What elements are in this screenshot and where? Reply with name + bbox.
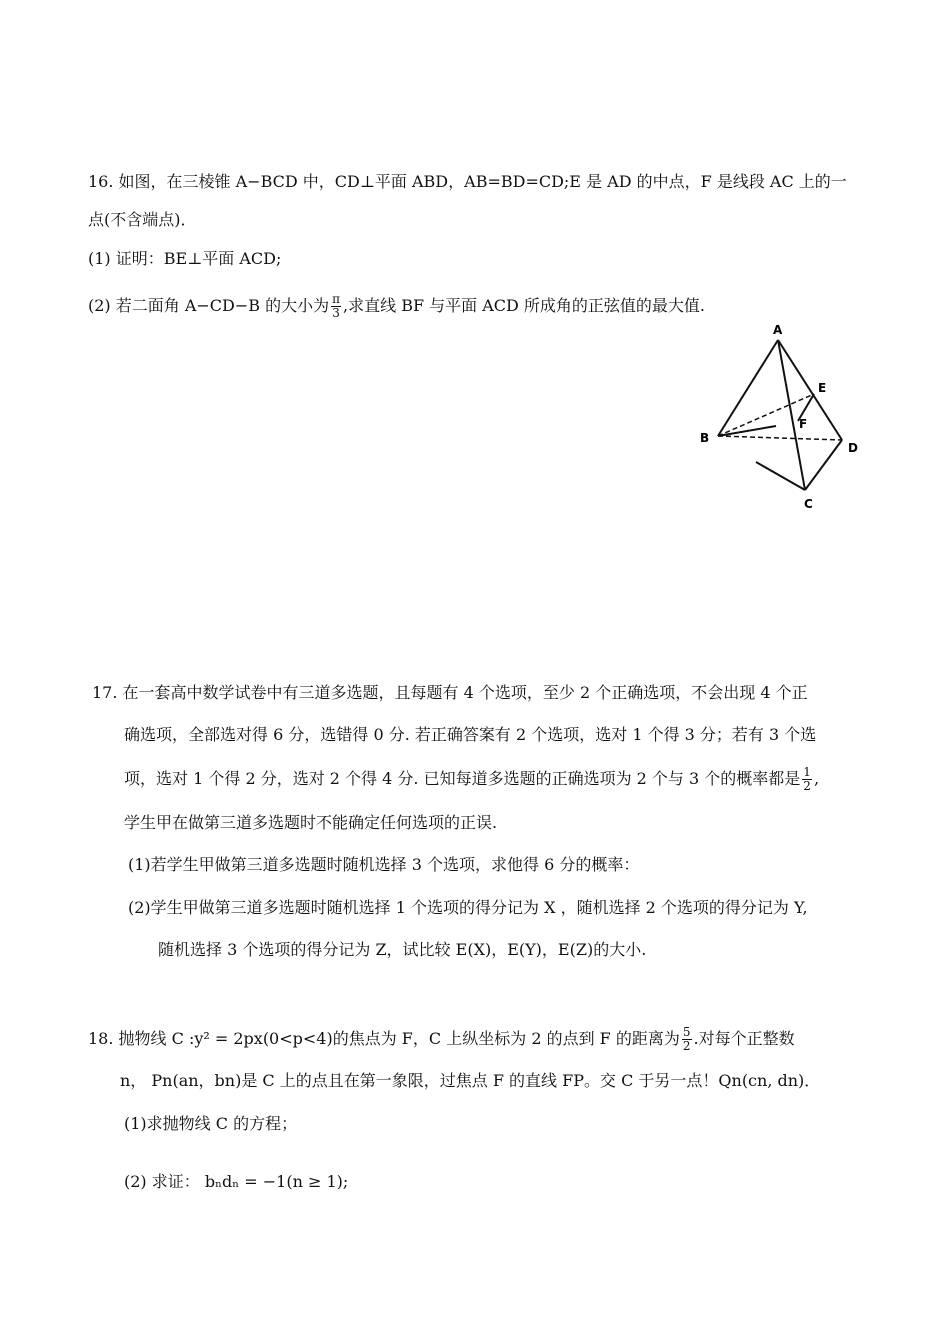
edge-DC [805, 440, 842, 490]
fraction-five-halves [682, 1026, 692, 1053]
problem-16-part-2-pre: (2) 若二面角 A−CD−B 的大小为 [88, 296, 330, 315]
edge-BD-dashed [718, 436, 842, 440]
label-A: A [773, 323, 783, 337]
label-D: D [848, 441, 858, 455]
problem-17-line-3 [124, 766, 819, 793]
fraction-denominator: 2 [803, 779, 811, 793]
problem-17-part-1: (1)若学生甲做第三道多选题时随机选择 3 个选项，求他得 6 分的概率： [128, 855, 640, 874]
edge-BC-partial [756, 462, 805, 490]
fraction-numerator: 5 [682, 1025, 691, 1039]
segment-BF [718, 426, 776, 436]
problem-16-line-2: 点(不含端点)． [88, 210, 197, 229]
fraction-pi-over-3 [331, 293, 341, 320]
problem-18-line-1-pre: 18. 抛物线 C :y² = 2px(0<p<4)的焦点为 F，C 上纵坐标为 2 的点到 F 的距离为 [88, 1029, 680, 1048]
pyramid-figure [690, 318, 880, 518]
problem-18-line-1-post: .对每个正整数 [693, 1029, 795, 1048]
problem-18-line-2: n， Pn(an，bn)是 C 上的点且在第一象限，过焦点 F 的直线 FP。交 C 于另一点！Qn(cn, dn)． [120, 1071, 821, 1090]
problem-16-part-1: (1) 证明：BE⊥平面 ACD; [88, 249, 282, 268]
problem-17-part-2-line-1: (2)学生甲做第三道多选题时随机选择 1 个选项的得分记为 X ，随机选择 2 个选项的得分记为 Y, [128, 898, 808, 917]
fraction-numerator: π [332, 292, 341, 306]
label-E: E [818, 381, 827, 395]
problem-17-line-3-post: , [813, 769, 820, 788]
problem-17-line-1: 17. 在一套高中数学试卷中有三道多选题，且每题有 4 个选项，至少 2 个正确选项，不会出现 4 个正 [92, 683, 808, 702]
problem-18-line-1 [88, 1026, 795, 1053]
fraction-numerator: 1 [803, 765, 811, 779]
label-F: F [799, 417, 808, 431]
fraction-denominator: 2 [682, 1039, 691, 1053]
label-B: B [700, 431, 710, 445]
problem-17-line-4: 学生甲在做第三道多选题时不能确定任何选项的正误. [124, 813, 498, 832]
edge-AB [718, 340, 778, 436]
problem-17-line-3-pre: 项，选对 1 个得 2 分，选对 2 个得 4 分. 已知每道多选题的正确选项为 2 个与 3 个的概率都是 [124, 769, 801, 788]
problem-16-line-1: 16. 如图，在三棱锥 A−BCD 中，CD⊥平面 ABD，AB=BD=CD;E 是 AD 的中点，F 是线段 AC 上的一 [88, 172, 847, 191]
problem-18-part-2: (2) 求证： bₙdₙ = −1(n ≥ 1); [124, 1172, 349, 1191]
fraction-one-half [802, 766, 812, 793]
problem-16-part-2 [88, 293, 705, 320]
problem-17-part-2-line-2: 随机选择 3 个选项的得分记为 Z，试比较 E(X)，E(Y)，E(Z)的大小. [158, 940, 647, 959]
problem-16-part-2-post: ,求直线 BF 与平面 ACD 所成角的正弦值的最大值. [343, 296, 706, 315]
problem-17-line-2: 确选项，全部选对得 6 分，选错得 0 分. 若正确答案有 2 个选项，选对 1 个得 3 分；若有 3 个选 [124, 725, 817, 744]
fraction-denominator: 3 [332, 306, 340, 320]
label-C: C [804, 497, 813, 511]
problem-18-part-1: (1)求抛物线 C 的方程； [124, 1114, 298, 1133]
